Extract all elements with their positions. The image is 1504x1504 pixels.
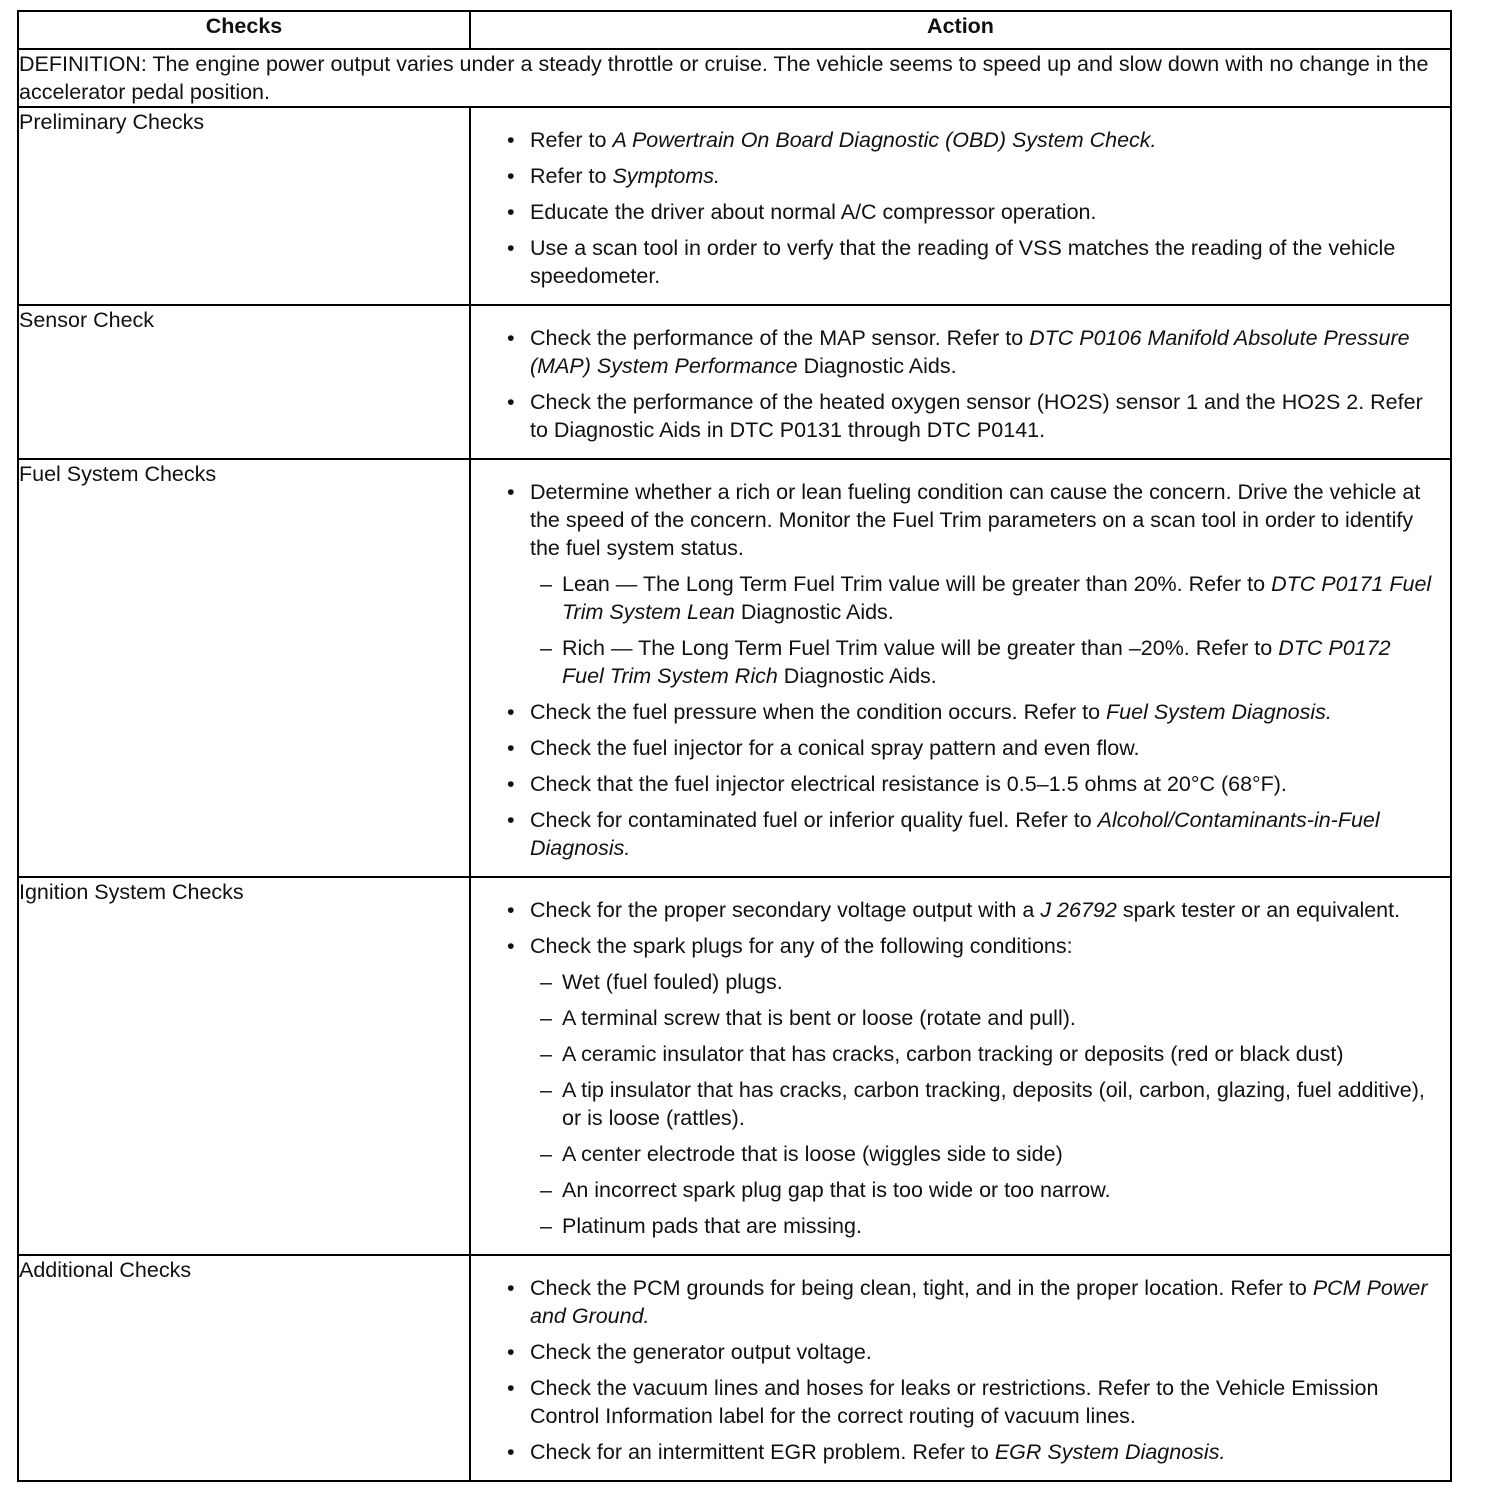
action-list <box>471 878 1450 1254</box>
action-list <box>471 108 1450 304</box>
table-header-row <box>18 11 1451 49</box>
action-list <box>471 306 1450 458</box>
table-body <box>18 49 1451 1481</box>
action-list <box>471 460 1450 876</box>
dash-icon: – <box>540 1178 552 1202</box>
action-item <box>471 1338 1436 1366</box>
text-segment: A terminal screw that is bent or loose (rotate and pull). <box>562 1006 1076 1030</box>
text-segment: Check the generator output voltage. <box>530 1340 872 1364</box>
sub-action-item <box>530 1176 1436 1204</box>
text-segment: A tip insulator that has cracks, carbon tracking, deposits (oil, carbon, glazing, fuel additive), or is loose (rattles). <box>562 1078 1425 1130</box>
italic-reference: Symptoms. <box>612 164 720 188</box>
table-row <box>18 107 1451 305</box>
action-item <box>471 126 1436 154</box>
text-segment: Check the fuel injector for a conical spray pattern and even flow. <box>530 736 1140 760</box>
table-row <box>18 877 1451 1255</box>
bullet-icon: • <box>507 808 515 832</box>
sub-action-item <box>530 1076 1436 1132</box>
text-segment: Check that the fuel injector electrical resistance is 0.5–1.5 ohms at 20°C (68°F). <box>530 772 1287 796</box>
sub-action-item <box>530 1140 1436 1168</box>
dash-icon: – <box>540 1142 552 1166</box>
text-segment: Check the vacuum lines and hoses for leaks or restrictions. Refer to the Vehicle Emission Control Information label for the correct routing of vacuum lines. <box>530 1376 1379 1428</box>
action-item <box>471 1274 1436 1330</box>
definition-text: DEFINITION: The engine power output varies under a steady throttle or cruise. The vehicle seems to speed up and slow down with no change in the accelerator pedal position. <box>18 49 1451 107</box>
text-segment: Use a scan tool in order to verfy that the reading of VSS matches the reading of the vehicle speedometer. <box>530 236 1396 288</box>
table-row <box>18 305 1451 459</box>
dash-icon: – <box>540 1214 552 1238</box>
sub-action-item <box>530 1040 1436 1068</box>
italic-reference: DTC P0172 Fuel Trim System Rich <box>562 636 1391 688</box>
text-segment: Check the performance of the heated oxygen sensor (HO2S) sensor 1 and the HO2S 2. Refer to Diagnostic Aids in DTC P0131 through DTC P0141. <box>530 390 1423 442</box>
sub-action-item <box>530 570 1436 626</box>
text-segment: Check the performance of the MAP sensor. Refer to <box>530 326 1030 350</box>
text-segment: Lean — The Long Term Fuel Trim value will be greater than 20%. Refer to <box>562 572 1272 596</box>
text-segment: Check for the proper secondary voltage output with a <box>530 898 1041 922</box>
sub-action-list <box>530 968 1436 1240</box>
bullet-icon: • <box>507 128 515 152</box>
bullet-icon: • <box>507 326 515 350</box>
checks-column-header: Checks <box>18 11 470 49</box>
bullet-icon: • <box>507 934 515 958</box>
text-segment: Determine whether a rich or lean fueling condition can cause the concern. Drive the vehicle at the speed of the concern. Monitor the Fuel Trim parameters on a scan tool in order to identify the fuel system status. <box>530 480 1421 560</box>
dash-icon: – <box>540 970 552 994</box>
table-row <box>18 1255 1451 1481</box>
bullet-icon: • <box>507 200 515 224</box>
check-cell-preliminary-checks: Preliminary Checks <box>18 107 470 305</box>
sub-action-list <box>530 570 1436 690</box>
dash-icon: – <box>540 636 552 660</box>
text-segment: Rich — The Long Term Fuel Trim value will be greater than –20%. Refer to <box>562 636 1279 660</box>
bullet-icon: • <box>507 1340 515 1364</box>
sub-action-item <box>530 634 1436 690</box>
text-segment: Diagnostic Aids. <box>734 600 894 624</box>
bullet-icon: • <box>507 480 515 504</box>
text-segment: Educate the driver about normal A/C compressor operation. <box>530 200 1097 224</box>
action-item <box>471 932 1436 1240</box>
bullet-icon: • <box>507 1440 515 1464</box>
italic-reference: Alcohol/Contaminants-in-Fuel Diagnosis. <box>530 808 1380 860</box>
text-segment: Diagnostic Aids. <box>797 354 957 378</box>
dash-icon: – <box>540 1006 552 1030</box>
action-item <box>471 388 1436 444</box>
bullet-icon: • <box>507 390 515 414</box>
text-segment: Check for contaminated fuel or inferior quality fuel. Refer to <box>530 808 1098 832</box>
action-item <box>471 770 1436 798</box>
definition-row <box>18 49 1451 107</box>
action-cell <box>470 1255 1451 1481</box>
action-item <box>471 162 1436 190</box>
check-cell-ignition-system-checks: Ignition System Checks <box>18 877 470 1255</box>
text-segment: A ceramic insulator that has cracks, carbon tracking or deposits (red or black dust) <box>562 1042 1344 1066</box>
italic-reference: EGR System Diagnosis. <box>994 1440 1226 1464</box>
action-item <box>471 1374 1436 1430</box>
action-column-header: Action <box>470 11 1451 49</box>
action-list <box>471 1256 1450 1480</box>
dash-icon: – <box>540 572 552 596</box>
bullet-icon: • <box>507 700 515 724</box>
text-segment: Wet (fuel fouled) plugs. <box>562 970 783 994</box>
sub-action-item <box>530 1004 1436 1032</box>
text-segment: Check the fuel pressure when the condition occurs. Refer to <box>530 700 1107 724</box>
sub-action-item <box>530 968 1436 996</box>
action-item <box>471 1438 1436 1466</box>
check-cell-sensor-check: Sensor Check <box>18 305 470 459</box>
bullet-icon: • <box>507 1376 515 1400</box>
text-segment: Diagnostic Aids. <box>777 664 937 688</box>
action-cell <box>470 107 1451 305</box>
dash-icon: – <box>540 1042 552 1066</box>
action-cell <box>470 305 1451 459</box>
action-item <box>471 478 1436 690</box>
bullet-icon: • <box>507 736 515 760</box>
check-cell-additional-checks: Additional Checks <box>18 1255 470 1481</box>
action-item <box>471 698 1436 726</box>
dash-icon: – <box>540 1078 552 1102</box>
bullet-icon: • <box>507 1276 515 1300</box>
action-item <box>471 234 1436 290</box>
action-item <box>471 734 1436 762</box>
text-segment: spark tester or an equivalent. <box>1116 898 1401 922</box>
check-cell-fuel-system-checks: Fuel System Checks <box>18 459 470 877</box>
action-item <box>471 324 1436 380</box>
italic-reference: J 26792 <box>1040 898 1117 922</box>
italic-reference: PCM Power and Ground. <box>530 1276 1428 1328</box>
text-segment: Check for an intermittent EGR problem. Refer to <box>530 1440 995 1464</box>
text-segment: Platinum pads that are missing. <box>562 1214 862 1238</box>
bullet-icon: • <box>507 164 515 188</box>
action-item <box>471 896 1436 924</box>
action-item <box>471 198 1436 226</box>
text-segment: Check the spark plugs for any of the following conditions: <box>530 934 1073 958</box>
text-segment: Check the PCM grounds for being clean, tight, and in the proper location. Refer to <box>530 1276 1313 1300</box>
bullet-icon: • <box>507 772 515 796</box>
sub-action-item <box>530 1212 1436 1240</box>
text-segment: Refer to <box>530 164 613 188</box>
action-cell <box>470 459 1451 877</box>
text-segment: An incorrect spark plug gap that is too wide or too narrow. <box>562 1178 1111 1202</box>
bullet-icon: • <box>507 236 515 260</box>
diagnostic-table <box>17 10 1452 1482</box>
bullet-icon: • <box>507 898 515 922</box>
action-cell <box>470 877 1451 1255</box>
text-segment: A center electrode that is loose (wiggles side to side) <box>562 1142 1063 1166</box>
italic-reference: A Powertrain On Board Diagnostic (OBD) System Check. <box>612 128 1157 152</box>
italic-reference: DTC P0171 Fuel Trim System Lean <box>562 572 1432 624</box>
table-row <box>18 459 1451 877</box>
text-segment: Refer to <box>530 128 613 152</box>
italic-reference: DTC P0106 Manifold Absolute Pressure (MAP) System Performance <box>530 326 1410 378</box>
action-item <box>471 806 1436 862</box>
italic-reference: Fuel System Diagnosis. <box>1106 700 1332 724</box>
